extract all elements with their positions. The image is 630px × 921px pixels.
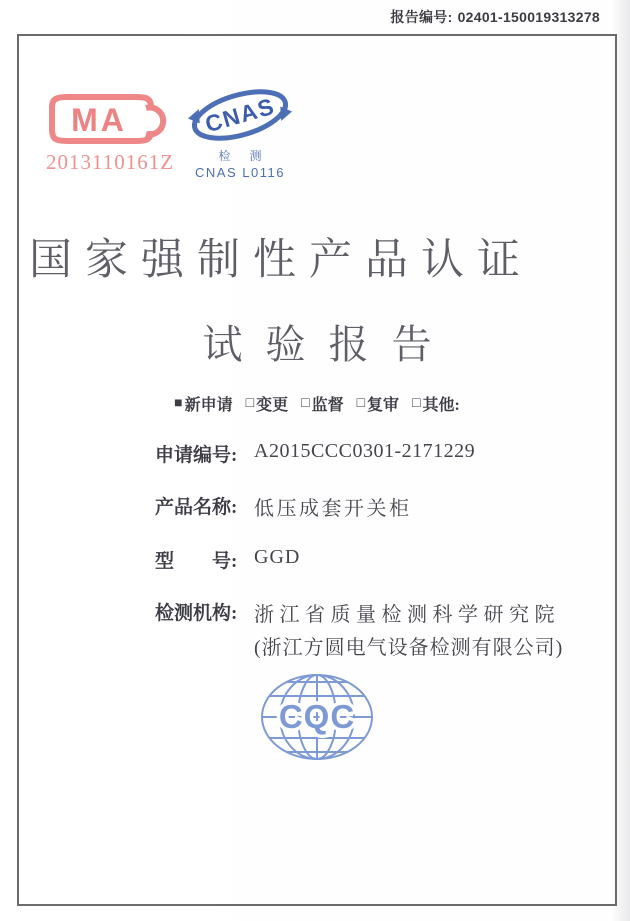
application-type-option-review bbox=[357, 392, 399, 415]
application-number-field bbox=[155, 440, 563, 467]
option-label: 其他: bbox=[422, 397, 460, 414]
checkbox-unchecked-icon: □ bbox=[356, 395, 366, 411]
certification-title: 国家强制性产品认证 bbox=[29, 237, 533, 284]
product-name-label: 产品名称: bbox=[155, 497, 238, 518]
report-number-value: 02401-150019313278 bbox=[457, 9, 600, 25]
cnas-icon bbox=[185, 84, 295, 146]
test-agency-value: 浙江省质量检测科学研究院 bbox=[254, 604, 560, 626]
test-agency-field bbox=[155, 598, 563, 660]
application-type-options bbox=[19, 392, 615, 415]
report-number-label: 报告编号: bbox=[390, 9, 453, 25]
checkbox-unchecked-icon: □ bbox=[301, 395, 310, 411]
checkbox-unchecked-icon: □ bbox=[245, 395, 255, 411]
cma-registration-number: 2013110161Z bbox=[45, 150, 175, 174]
application-type-option-supervision bbox=[301, 392, 343, 415]
option-label: 监督 bbox=[311, 397, 344, 414]
model-field bbox=[155, 546, 563, 573]
model-label: 型 号: bbox=[155, 551, 238, 572]
test-agency-value-line2: (浙江方圆电气设备检测有限公司) bbox=[254, 637, 564, 659]
application-number-label: 申请编号: bbox=[155, 445, 238, 466]
cnas-letters: CNAS bbox=[202, 92, 278, 138]
page-border bbox=[17, 34, 617, 906]
report-fields bbox=[155, 440, 563, 685]
checkbox-unchecked-icon: □ bbox=[412, 395, 421, 411]
application-type-option-other bbox=[412, 392, 460, 415]
cqc-letters: CQC bbox=[278, 698, 356, 735]
application-type-option-new bbox=[174, 392, 232, 415]
cqc-logo bbox=[258, 672, 376, 762]
cqc-icon bbox=[258, 672, 376, 762]
option-label: 新申请 bbox=[184, 397, 233, 414]
product-name-value: 低压成套开关柜 bbox=[254, 498, 412, 520]
option-label: 变更 bbox=[256, 397, 289, 414]
test-agency-label: 检测机构: bbox=[155, 603, 238, 624]
cma-letters: MA bbox=[71, 102, 127, 138]
model-value: GGD bbox=[254, 546, 301, 568]
product-name-field bbox=[155, 492, 563, 521]
cma-icon bbox=[43, 90, 177, 148]
cnas-logo bbox=[185, 84, 295, 180]
cnas-accreditation-number: CNAS L0116 bbox=[195, 165, 285, 180]
option-label: 复审 bbox=[367, 397, 400, 414]
application-number-value: A2015CCC0301-2171229 bbox=[254, 440, 476, 462]
checkbox-checked-icon: ■ bbox=[174, 395, 183, 411]
report-title: 试验报告 bbox=[202, 322, 455, 367]
application-type-option-change bbox=[246, 392, 288, 415]
report-number bbox=[390, 7, 600, 27]
cnas-caption: 检 测 bbox=[218, 149, 270, 163]
cma-logo bbox=[43, 90, 177, 175]
